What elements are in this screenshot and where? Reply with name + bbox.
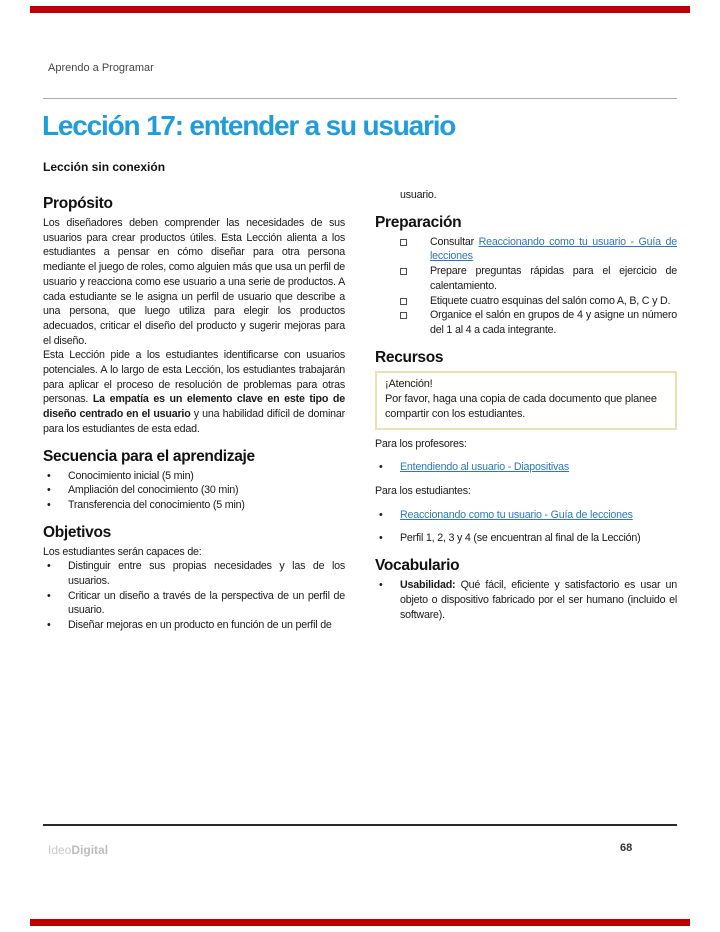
proposito-paragraph-1: Los diseñadores deben comprender las necesidades de sus usuarios para crear productos útiles. Esta Lección alienta a los estudiantes a pensar en cómo diseñar para otra persona mediante el juego de roles, como alguien más que usa un perfil de usuario y reacciona como ese usuario a una serie de productos. A cada estudiante se le asigna un perfil de usuario que describe a una persona, que luego utiliza para elegir los productos adecuados, criticar el diseño del producto y sugerir mejoras para el diseño. [43, 217, 345, 347]
brand-bar-top [30, 6, 690, 13]
notice-title: ¡Atención! [385, 377, 433, 390]
list-item: • Perfil 1, 2, 3 y 4 (se encuentran al final de la Lección) [375, 531, 677, 546]
vocab-definition: Qué fácil, eficiente y satisfactorio es usar un objeto o dispositivo fabricado por el ser humano (incluido el software). [400, 579, 677, 621]
list-item: Organice el salón en grupos de 4 y asigne un número del 1 al 4 a cada integrante. [375, 308, 677, 337]
section-heading-proposito: Propósito [43, 195, 113, 212]
brand-bar-bottom [30, 919, 690, 926]
section-heading-vocabulario: Vocabulario [375, 557, 460, 575]
students-label: Para los estudiantes: [375, 485, 471, 498]
list-item [375, 460, 677, 475]
teachers-label: Para los profesores: [375, 437, 467, 450]
objetivos-list [43, 559, 345, 633]
vocabulario-list [375, 578, 677, 622]
footer-brand-bold: Digital [71, 843, 109, 857]
list-item: • Conocimiento inicial (5 min) [43, 469, 345, 484]
list-item: Etiquete cuatro esquinas del salón como A, B, C y D. [375, 294, 677, 309]
list-item: • Criticar un diseño a través de la perspectiva de un perfil de usuario. [43, 589, 345, 618]
students-resource-list [375, 508, 677, 546]
list-item [375, 508, 677, 523]
consultar-prefix: Consultar [430, 235, 479, 248]
list-item: • Transferencia del conocimiento (5 min) [43, 498, 345, 513]
list-item [375, 235, 677, 264]
header-divider [43, 98, 677, 99]
running-header: Aprendo a Programar [48, 62, 154, 74]
list-item: • Distinguir entre sus propias necesidades y las de los usuarios. [43, 559, 345, 588]
page-subtitle: Lección sin conexión [43, 160, 166, 174]
secuencia-list [43, 469, 345, 513]
section-heading-preparacion: Preparación [375, 213, 462, 231]
list-item: • Ampliación del conocimiento (30 min) [43, 483, 345, 498]
preparacion-list [375, 235, 677, 338]
page-number: 68 [620, 842, 633, 854]
proposito-p2-tail: y una habilidad difícil de dominar para los estudiantes de esta edad. [43, 408, 345, 435]
objetivos-overflow-text: usuario. [400, 189, 437, 201]
proposito-p2-text: Esta Lección pide a los estudiantes identificarse con usuarios potenciales. A lo largo de esta Lección, los estudiantes trabajarán para aplicar el proceso de resolución de problemas para otras personas. [43, 349, 345, 406]
link-guia-lecciones[interactable]: Reaccionando como tu usuario - Guía de lecciones [430, 235, 677, 263]
footer-brand [48, 843, 108, 857]
proposito-p2-emphasis: La empatía es un elemento clave en este tipo de diseño centrado en el usuario [43, 393, 345, 421]
teachers-resource-list [375, 460, 677, 475]
vocab-term: Usabilidad: [400, 579, 456, 592]
notice-text: Por favor, haga una copia de cada documento que planee compartir con los estudiantes. [385, 392, 657, 420]
link-diapositivas[interactable]: Entendiendo al usuario - Diapositivas [400, 461, 570, 474]
list-item [375, 578, 677, 622]
attention-notice-box [375, 371, 677, 430]
list-item: • Diseñar mejoras en un producto en función de un perfil de [43, 618, 345, 633]
section-heading-secuencia: Secuencia para el aprendizaje [43, 447, 255, 465]
link-guia-lecciones-estudiantes[interactable]: Reaccionando como tu usuario - Guía de lecciones [400, 508, 633, 521]
page-title: Lección 17: entender a su usuario [42, 110, 456, 141]
section-heading-objetivos: Objetivos [43, 523, 111, 541]
two-column-layout [43, 188, 677, 633]
right-column [375, 188, 677, 633]
footer-brand-light: Ideo [48, 843, 72, 857]
list-item: Prepare preguntas rápidas para el ejercicio de calentamiento. [375, 264, 677, 293]
proposito-paragraph-2 [43, 348, 345, 436]
objetivos-intro: Los estudiantes serán capaces de: [43, 545, 202, 558]
footer-divider [43, 824, 677, 826]
section-heading-recursos: Recursos [375, 348, 444, 366]
left-column [43, 188, 345, 633]
